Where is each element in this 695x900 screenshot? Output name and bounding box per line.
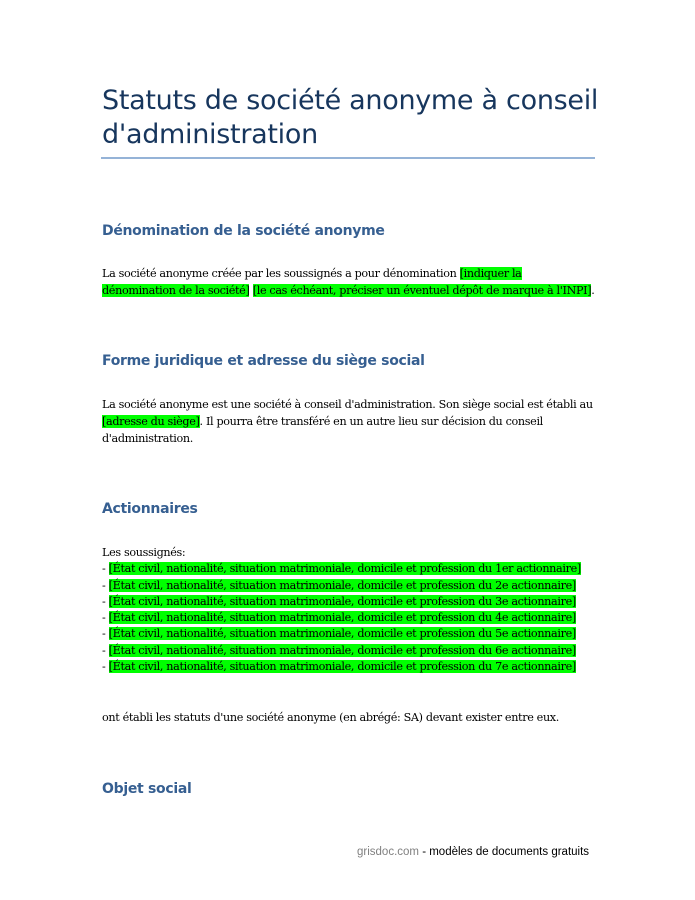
list-item	[102, 659, 597, 675]
section-body-denomination	[102, 265, 597, 299]
shareholders-intro: Les soussignés:	[102, 546, 186, 559]
placeholder-shareholder-5[interactable]: [État civil, nationalité, situation matrimoniale, domicile et profession du 5e actionnaire]	[108, 627, 576, 641]
placeholder-shareholder-6[interactable]: [État civil, nationalité, situation matrimoniale, domicile et profession du 6e actionnaire]	[108, 643, 576, 657]
section-heading-denomination: Dénomination de la société anonyme	[102, 223, 385, 239]
bullet: -	[102, 562, 109, 576]
placeholder-shareholder-7[interactable]: [État civil, nationalité, situation matrimoniale, domicile et profession du 7e actionnaire]	[108, 660, 576, 674]
footer-tagline: - modèles de documents gratuits	[419, 846, 590, 858]
body-text: La société anonyme créée par les soussignés a pour dénomination	[102, 267, 460, 280]
bullet: -	[102, 611, 109, 625]
list-item	[102, 643, 597, 659]
bullet: -	[102, 643, 109, 657]
section-heading-legal-form: Forme juridique et adresse du siège social	[102, 353, 425, 369]
shareholders-list	[102, 545, 597, 675]
body-text-end: .	[591, 284, 595, 297]
placeholder-company-name[interactable]: [indiquer la dénomination de la société]	[102, 267, 522, 297]
section-heading-purpose: Objet social	[102, 781, 192, 797]
placeholder-trademark[interactable]: [le cas échéant, préciser un éventuel dépôt de marque à l'INPI]	[252, 284, 592, 297]
placeholder-shareholder-3[interactable]: [État civil, nationalité, situation matrimoniale, domicile et profession du 3e actionnaire]	[108, 594, 576, 608]
page-footer	[357, 846, 589, 858]
placeholder-shareholder-2[interactable]: [État civil, nationalité, situation matrimoniale, domicile et profession du 2e actionnaire]	[108, 578, 576, 592]
footer-brand-link[interactable]: grisdoc.com	[357, 846, 419, 858]
section-body-legal-form	[102, 396, 597, 447]
body-text: La société anonyme est une société à conseil d'administration. Son siège social est établi au	[102, 398, 593, 411]
bullet: -	[102, 594, 109, 608]
document-title: Statuts de société anonyme à conseil d'administration	[102, 85, 599, 150]
list-item	[102, 626, 597, 642]
placeholder-address[interactable]: [adresse du siège]	[102, 415, 200, 428]
placeholder-shareholder-1[interactable]: [État civil, nationalité, situation matrimoniale, domicile et profession du 1er actionnaire]	[108, 562, 581, 576]
list-item	[102, 561, 597, 577]
bullet: -	[102, 627, 109, 641]
list-item	[102, 610, 597, 626]
bullet: -	[102, 660, 109, 674]
list-item	[102, 578, 597, 594]
section-heading-shareholders: Actionnaires	[102, 501, 198, 517]
body-text-end: . Il pourra être transféré en un autre lieu sur décision du conseil d'administration.	[102, 415, 543, 445]
title-divider	[101, 157, 595, 159]
bullet: -	[102, 578, 109, 592]
placeholder-shareholder-4[interactable]: [État civil, nationalité, situation matrimoniale, domicile et profession du 4e actionnaire]	[108, 611, 576, 625]
shareholders-closing: ont établi les statuts d'une société anonyme (en abrégé: SA) devant exister entre eux.	[102, 711, 559, 724]
list-item	[102, 594, 597, 610]
